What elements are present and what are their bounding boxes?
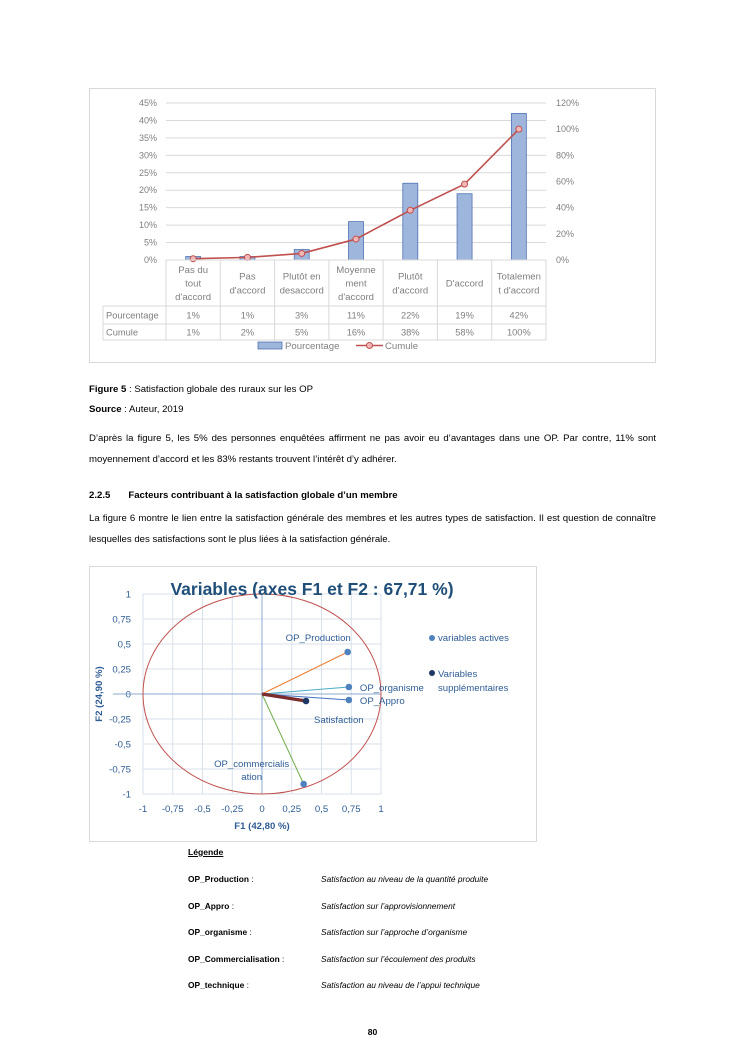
x-category-label: Totalemen — [496, 271, 541, 283]
table-cell-value: 1% — [186, 310, 200, 321]
legend-label: supplémentaires — [438, 683, 509, 694]
table-row-label: Pourcentage — [106, 310, 159, 321]
legend-supplementary-marker — [429, 670, 435, 676]
chart-title: Variables (axes F1 et F2 : 67,71 %) — [170, 579, 454, 599]
legend-label: variables actives — [438, 633, 509, 644]
table-cell-value: 11% — [347, 310, 365, 321]
legend-term: OP_Commercialisation : — [188, 953, 285, 964]
table-cell-value: 1% — [186, 327, 200, 338]
y-axis-tick-label: 1 — [125, 589, 131, 601]
figure6-chart-frame — [89, 566, 537, 842]
y-axis-tick-label: 20% — [138, 185, 157, 196]
y-axis-tick-label: -0,5 — [114, 739, 131, 751]
x-axis-tick-label: 0,5 — [314, 804, 329, 815]
y-axis-tick-label: 25% — [138, 167, 157, 178]
y-axis-tick-label: 15% — [138, 202, 157, 213]
marker-cumule — [244, 254, 250, 260]
marker-cumule — [462, 181, 468, 187]
x-category-label: Pas du — [178, 264, 209, 276]
variable-label: OP_Production — [285, 633, 351, 644]
variable-label: Satisfaction — [314, 715, 364, 726]
figure5-chart-frame — [89, 88, 656, 363]
page-number: 80 — [367, 1027, 378, 1037]
table-cell-value: 16% — [346, 327, 366, 338]
y-axis-title: F2 (24,90 %) — [94, 666, 105, 722]
y-axis-tick-label: -1 — [122, 789, 131, 801]
legend-description: Satisfaction au niveau de la quantité produite — [321, 874, 489, 884]
x-axis-tick-label: 0 — [259, 804, 265, 815]
table-cell-value: 22% — [400, 310, 420, 321]
x-category-label: Pas — [239, 271, 256, 283]
legend-label: Pourcentage — [285, 341, 340, 352]
table-cell-value: 5% — [294, 327, 309, 338]
legend-description: Satisfaction au niveau de l’appui technique — [321, 980, 480, 990]
x-category-label: d'accord — [392, 285, 429, 297]
y-axis-tick-label: 5% — [143, 237, 157, 248]
y-axis-tick-label: -0,75 — [109, 764, 131, 776]
y2-axis-tick-label: 120% — [556, 98, 580, 108]
active-variable-point — [344, 649, 351, 656]
table-cell-value: 2% — [240, 327, 255, 338]
legend-active-marker — [429, 635, 435, 641]
legend-term: OP_technique : — [188, 980, 249, 990]
variable-label: OP_Appro — [359, 696, 405, 707]
figure5-source-text: : Auteur, 2019 — [121, 404, 184, 415]
table-cell-value: 1% — [240, 310, 255, 321]
supplementary-variable-point — [303, 698, 310, 705]
legend-description: Satisfaction sur l’écoulement des produits — [321, 953, 476, 964]
legend-label: Variables — [438, 669, 478, 680]
x-category-label: Plutôt en — [282, 271, 321, 283]
figure6-chart — [90, 567, 536, 841]
y-axis-tick-label: 0,25 — [112, 664, 131, 676]
table-row-label: Cumule — [106, 327, 139, 338]
active-variable-point — [346, 684, 353, 691]
y2-axis-tick-label: 20% — [556, 228, 575, 239]
y-axis-tick-label: 0,75 — [112, 614, 131, 626]
legend-description: Satisfaction sur l’approvisionnement — [321, 900, 456, 911]
marker-cumule — [407, 207, 413, 213]
x-axis-tick-label: -0,75 — [161, 804, 184, 815]
x-category-label: ment — [345, 278, 367, 290]
active-variable-point — [300, 781, 307, 788]
marker-cumule — [516, 126, 522, 132]
figure5-source — [89, 404, 183, 415]
legend-term: OP_Appro : — [188, 900, 235, 911]
figure5-caption-text: : Satisfaction globale des ruraux sur les OP — [126, 384, 313, 395]
variable-vector — [262, 694, 304, 784]
x-category-label: d'accord — [229, 285, 266, 297]
active-variable-point — [346, 697, 353, 704]
section-title: Facteurs contribuant à la satisfaction globale d’un membre — [128, 490, 398, 501]
y2-axis-tick-label: 80% — [556, 150, 575, 161]
x-category-label: d'accord — [175, 292, 212, 304]
figure5-caption — [89, 384, 313, 395]
legend-label: Cumule — [385, 341, 419, 352]
table-cell-value: 38% — [400, 327, 420, 338]
y2-axis-tick-label: 100% — [556, 124, 580, 135]
section-number: 2.2.5 — [89, 490, 111, 501]
y2-axis-tick-label: 40% — [556, 202, 575, 213]
variable-label: OP_commercialis — [214, 759, 290, 770]
y2-axis-tick-label: 60% — [556, 176, 575, 187]
paragraph-1: D’après la figure 5, les 5% des personnes enquêtées affirment ne pas avoir eu d’avantages dans une OP. Par contre, 11% sont moyennement d’accord et les 83% restants trouvent l’intérêt d’y adhérer. — [89, 433, 656, 465]
legend-heading: Légende — [188, 847, 224, 857]
table-cell-value: 100% — [506, 327, 531, 338]
y2-axis-tick-label: 0% — [556, 255, 570, 265]
section-heading — [89, 490, 398, 501]
y-axis-tick-label: 35% — [138, 132, 157, 143]
x-axis-tick-label: 1 — [378, 804, 384, 815]
x-axis-tick-label: 0,75 — [341, 804, 361, 815]
marker-cumule — [353, 236, 359, 242]
x-axis-tick-label: 0,25 — [282, 804, 302, 815]
variable-label: ation — [241, 772, 263, 783]
table-cell-value: 58% — [455, 327, 474, 338]
y-axis-tick-label: 10% — [138, 220, 157, 231]
table-cell-value: 19% — [455, 310, 474, 321]
table-cell-value: 42% — [509, 310, 529, 321]
y-axis-tick-label: 0,5 — [117, 639, 131, 651]
y-axis-tick-label: -0,25 — [109, 714, 131, 726]
table-cell-value: 3% — [294, 310, 309, 321]
figure5-chart — [90, 89, 655, 362]
x-axis-title: F1 (42,80 %) — [234, 821, 290, 832]
marker-cumule — [190, 256, 196, 262]
x-axis-tick-label: -0,5 — [194, 804, 211, 815]
marker-cumule — [299, 250, 305, 256]
x-category-label: Moyenne — [336, 264, 376, 276]
bar-pourcentage — [403, 183, 418, 260]
y-axis-tick-label: 45% — [138, 98, 157, 108]
paragraph-2: La figure 6 montre le lien entre la satisfaction générale des membres et les autres types de satisfaction. Il est question de connaître lesquelles des satisfactions sont le plus liées à la satisfaction générale. — [89, 513, 656, 545]
legend-description: Satisfaction sur l’approche d’organisme — [321, 927, 468, 937]
x-category-label: tout — [185, 278, 202, 290]
y-axis-tick-label: 40% — [138, 115, 157, 126]
x-category-label: D'accord — [445, 278, 484, 290]
y-axis-tick-label: 0 — [125, 689, 131, 701]
y-axis-tick-label: 0% — [143, 255, 157, 265]
figure5-caption-label: Figure 5 — [89, 384, 127, 395]
legend-line-marker — [367, 343, 373, 349]
legend-term: OP_Production : — [188, 874, 254, 884]
x-category-label: desaccord — [279, 285, 324, 297]
legend-bar-swatch — [258, 342, 282, 349]
figure5-source-label: Source — [89, 404, 122, 415]
x-axis-tick-label: -1 — [138, 804, 148, 815]
x-category-label: Plutôt — [398, 271, 423, 283]
y-axis-tick-label: 30% — [138, 150, 157, 161]
variable-label: OP_organisme — [359, 683, 424, 694]
legend-term: OP_organisme : — [188, 927, 252, 937]
bar-pourcentage — [457, 194, 472, 260]
x-category-label: d'accord — [338, 292, 374, 304]
x-category-label: t d'accord — [498, 285, 540, 297]
x-axis-tick-label: -0,25 — [221, 804, 244, 815]
